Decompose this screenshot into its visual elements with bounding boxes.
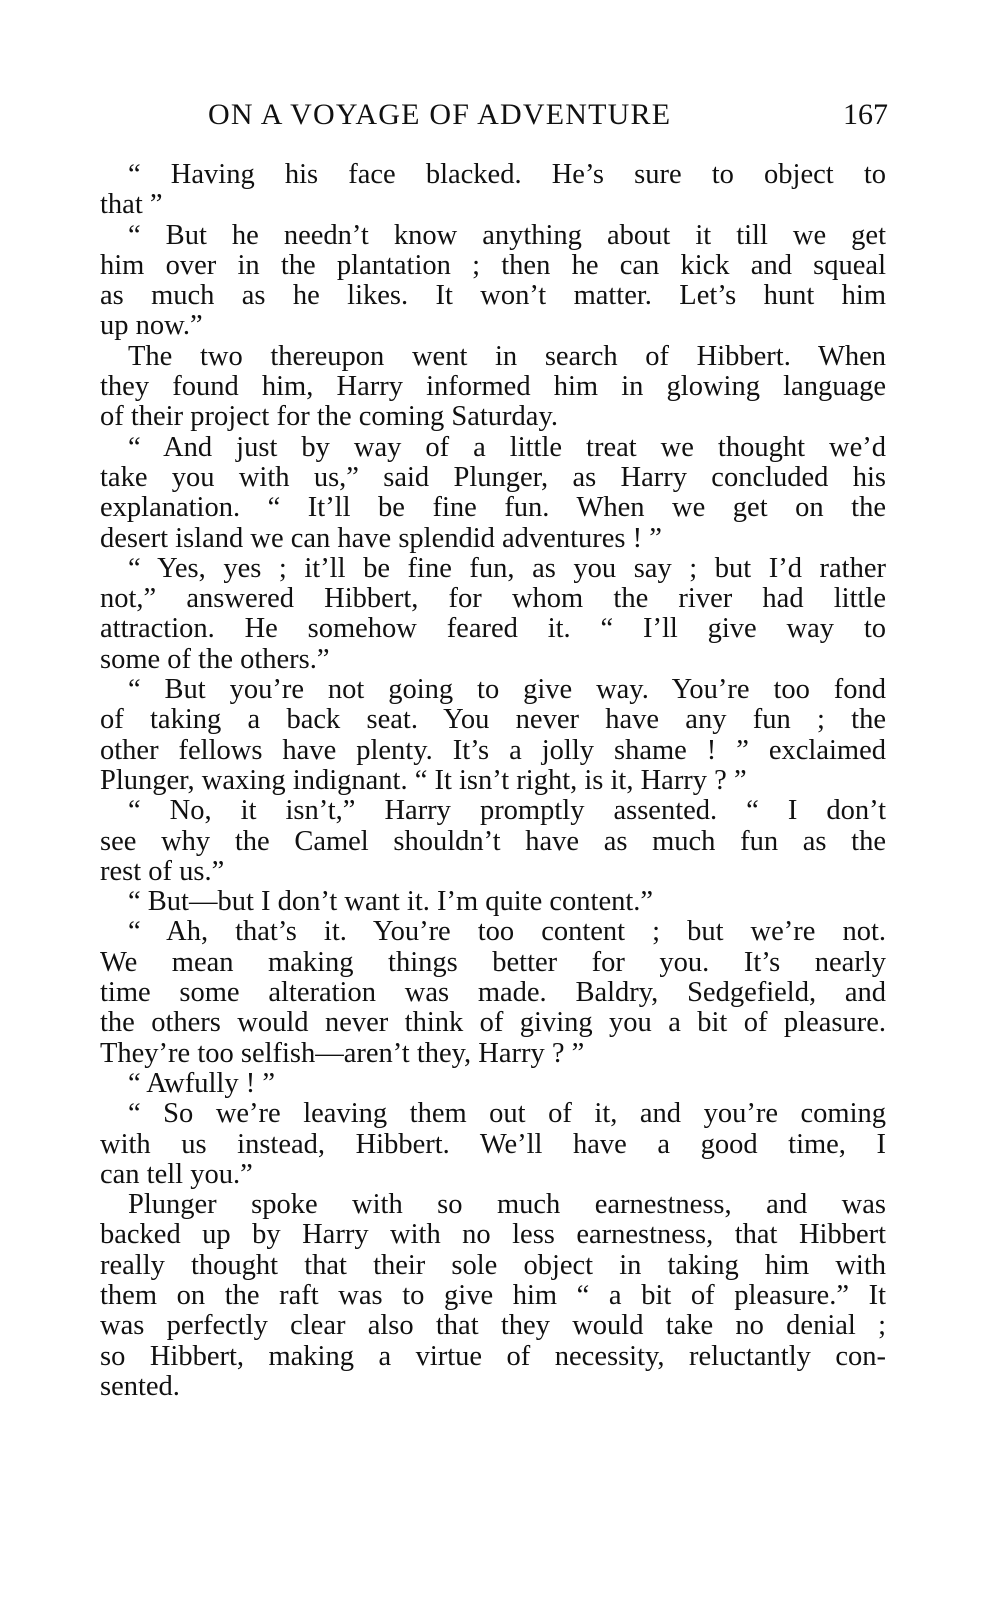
running-head — [208, 98, 888, 138]
text-line: that ” — [100, 190, 163, 221]
running-title: ON A VOYAGE OF ADVENTURE — [208, 98, 672, 131]
text-line: as much as he likes. It won’t matter. Let’s hunt him — [100, 281, 886, 312]
text-line: “ No, it isn’t,” Harry promptly assented. “ I don’t — [128, 796, 886, 827]
text-line: “ But you’re not going to give way. You’re too fond — [128, 675, 886, 706]
body-text — [100, 160, 886, 1402]
text-line: rest of us.” — [100, 856, 225, 887]
text-line: They’re too selfish—aren’t they, Harry ? ” — [100, 1038, 585, 1069]
text-line: was perfectly clear also that they would take no denial ; — [100, 1311, 886, 1342]
text-line: explanation. “ It’ll be fine fun. When we get on the — [100, 493, 886, 524]
text-line: attraction. He somehow feared it. “ I’ll give way to — [100, 614, 886, 645]
text-line: “ Yes, yes ; it’ll be fine fun, as you say ; but I’d rather — [128, 553, 886, 584]
text-line: some of the others.” — [100, 644, 330, 675]
text-line: take you with us,” said Plunger, as Harry concluded his — [100, 462, 886, 493]
text-line: other fellows have plenty. It’s a jolly shame ! ” exclaimed — [100, 735, 886, 766]
text-line: Plunger spoke with so much earnestness, and was — [128, 1190, 886, 1221]
text-line: desert island we can have splendid adventures ! ” — [100, 523, 662, 554]
text-line: of their project for the coming Saturday. — [100, 402, 558, 433]
text-line: time some alteration was made. Baldry, Sedgefield, and — [100, 978, 886, 1009]
text-line: can tell you.” — [100, 1159, 253, 1190]
text-line: sented. — [100, 1371, 180, 1402]
text-line: backed up by Harry with no less earnestness, that Hibbert — [100, 1220, 886, 1251]
text-line: up now.” — [100, 311, 203, 342]
text-line: The two thereupon went in search of Hibbert. When — [128, 341, 886, 372]
text-line: “ Awfully ! ” — [128, 1068, 275, 1099]
text-line: Plunger, waxing indignant. “ It isn’t right, is it, Harry ? ” — [100, 765, 747, 796]
text-line: “ But he needn’t know anything about it till we get — [128, 220, 886, 251]
text-line: We mean making things better for you. It’s nearly — [100, 947, 886, 978]
text-line: “ Ah, that’s it. You’re too content ; but we’re not. — [128, 917, 886, 948]
text-line: they found him, Harry informed him in glowing language — [100, 372, 886, 403]
text-line: “ So we’re leaving them out of it, and you’re coming — [128, 1099, 886, 1130]
text-line: really thought that their sole object in taking him with — [100, 1250, 886, 1281]
text-line: “ But—but I don’t want it. I’m quite content.” — [128, 887, 654, 918]
text-line: of taking a back seat. You never have any fun ; the — [100, 705, 886, 736]
text-line: not,” answered Hibbert, for whom the river had little — [100, 584, 886, 615]
text-line: with us instead, Hibbert. We’ll have a good time, I — [100, 1129, 886, 1160]
text-line: him over in the plantation ; then he can kick and squeal — [100, 250, 886, 281]
page-number: 167 — [843, 98, 888, 131]
text-line: the others would never think of giving you a bit of pleasure. — [100, 1008, 886, 1039]
text-line: “ Having his face blacked. He’s sure to object to — [128, 160, 886, 190]
text-line: them on the raft was to give him “ a bit of pleasure.” It — [100, 1280, 886, 1311]
text-line: see why the Camel shouldn’t have as much fun as the — [100, 826, 886, 857]
text-line: so Hibbert, making a virtue of necessity, reluctantly con- — [100, 1341, 886, 1372]
text-line: “ And just by way of a little treat we thought we’d — [128, 432, 886, 463]
